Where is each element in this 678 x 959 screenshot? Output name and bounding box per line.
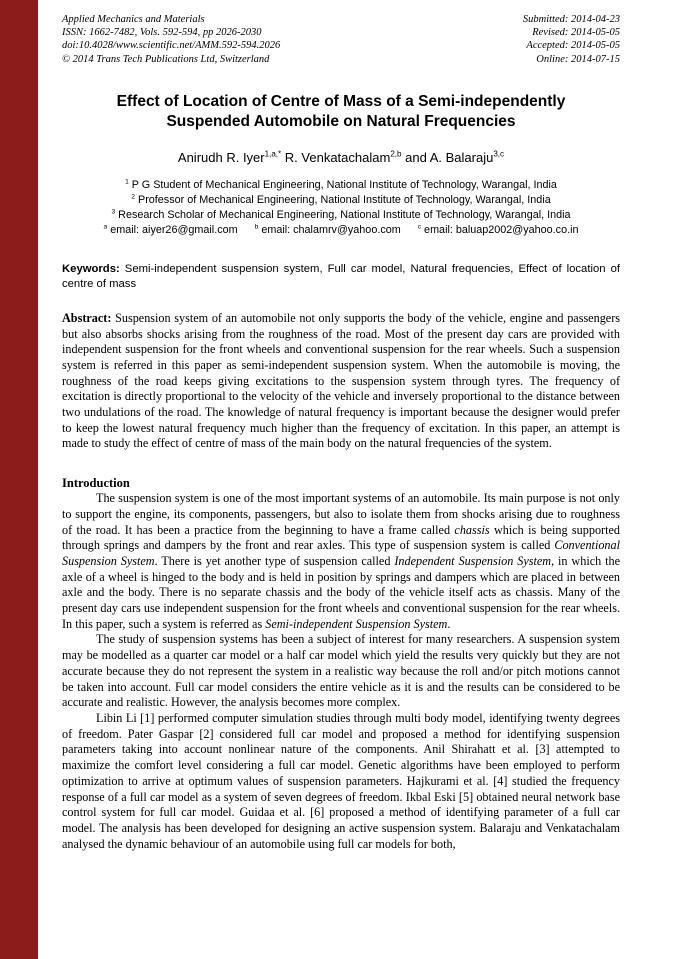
authors-line [62,149,620,166]
abstract-block [62,311,620,452]
email-superscript: c [417,223,422,231]
revised-date-line: Revised: 2014-05-05 [532,27,620,39]
author-name: A. Balaraju [429,149,494,165]
italic-term: Independent Suspension System [394,553,552,568]
email-item [104,223,238,238]
online-date-line: Online: 2014-07-15 [536,53,620,65]
submission-dates-block [523,13,620,66]
italic-term: chassis [454,522,490,537]
journal-doi-line: doi:10.4028/www.scientific.net/AMM.592-594.2026 [62,40,281,52]
affiliation-line [62,193,620,208]
affiliation-superscript: 1 [125,178,129,186]
email-text: email: chalamrv@yahoo.com [258,223,401,236]
abstract-label: Abstract: [62,310,112,325]
text-run: The suspension system is one of the most important systems of an automobile. Its main purpose is not only to support the engine, its components, passengers, but also to isolate them from shocks arising due to roughness of the road. It has been a practice from the beginning to have a frame called [62,491,620,537]
keywords-label: Keywords: [62,262,120,275]
text-run: , in which the axle of a wheel is hinged to the body and is held in position by springs and dampers which are placed in between axle and the body. There is no separate chassis and the body of the vehicle itself acts as chassis. Many of the present day cars use independent suspension for the front wheels and conventional suspension for the rear wheels. In this paper, such a system is referred as [62,553,621,631]
affiliation-line [62,208,620,223]
email-superscript: b [254,223,259,231]
email-text: email: aiyer26@gmail.com [107,223,238,236]
intro-paragraph-1 [62,491,620,632]
keywords-block [62,262,620,292]
affiliation-text: Professor of Mechanical Engineering, National Institute of Technology, Warangal, India [135,193,551,206]
page-left-red-strip [0,0,38,959]
author-name: R. Venkatachalam [284,149,391,165]
journal-info-block [62,13,280,66]
affiliation-superscript: 2 [131,193,135,201]
email-item [255,223,401,238]
journal-copyright-line: © 2014 Trans Tech Publications Ltd, Switzerland [62,53,270,65]
authors-conjunction: and [405,149,427,165]
email-text: email: baluap2002@yahoo.co.in [421,223,579,236]
submitted-date-line: Submitted: 2014-04-23 [522,14,620,25]
journal-header [62,13,620,66]
italic-term: Conventional Suspension System [62,538,620,568]
intro-paragraph-2: The study of suspension systems has been a subject of interest for many researchers. A suspension system may be modelled as a quarter car model or a half car model which yield the results very quickly but they are not accurate because they do not represent the system in a realistic way because the roll and/or pitch motions cannot be taken into account. Full car model considers the entire vehicle as it is and the results can be considered to be accurate and realistic. However, the analysis becomes more complex. [62,632,620,710]
affiliation-line [62,178,620,193]
emails-line [62,223,620,238]
italic-term: Semi-independent Suspension System [265,616,448,631]
author-name: Anirudh R. Iyer [177,149,265,165]
intro-paragraph-3: Libin Li [1] performed computer simulation studies through multi body model, identifying twenty degrees of freedom. Pater Gaspar [2] considered full car model and proposed a method for identifying suspension parameters taking into account nonlinear nature of the components. Anil Shirahatt et al. [3] attempted to maximize the comfort level considering a full car model. Genetic algorithms have been employed to perform optimization to arrive at optimum values of suspension parameters. Hajkurami et al. [4] studied the frequency response of a full car model as a system of seven degrees of freedom. Ikbal Eski [5] obtained neural network base control system for full car model. Guidaa et al. [6] proposed a method of identifying parameter of a full car model. The analysis has been developed for designing an active suspension system. Balaraju and Venkatachalam analysed the dynamic behaviour of an automobile using full car models for both, [62,710,620,851]
text-run: . There is yet another type of suspension called [154,553,395,568]
text-run: . [447,616,451,631]
email-item [418,223,579,238]
journal-issn-line: ISSN: 1662-7482, Vols. 592-594, pp 2026-2030 [62,27,262,39]
author-superscript: 3,c [493,149,505,159]
author-superscript: 1,a,* [264,149,282,159]
abstract-text: Suspension system of an automobile not only supports the body of the vehicle, engine and passengers but also absorbs shocks arising from the roughness of the road. Most of the present day cars are provided with independent suspension for the front wheels and conventional suspension for the rear wheels. Such a suspension system is referred in this paper as semi-independent suspension system. When the automobile is moving, the roughness of the road keeps giving excitations to the suspension system through tyres. The frequency of excitation is directly proportional to the velocity of the vehicle and inversely proportional to the distance between two undulations of the road. The knowledge of natural frequency is important because the designer would prefer to keep the lowest natural frequency much higher than the frequency of excitation. In this paper, an attempt is made to study the effect of centre of mass of the main body on the natural frequencies of the system. [62,310,620,451]
section-heading-introduction: Introduction [62,476,130,491]
author-superscript: 2,b [390,149,402,159]
affiliations-block [62,178,620,223]
affiliation-text: Research Scholar of Mechanical Engineering, National Institute of Technology, Warangal, India [115,208,571,221]
affiliation-text: P G Student of Mechanical Engineering, National Institute of Technology, Warangal, India [128,178,557,191]
journal-name: Applied Mechanics and Materials [62,14,205,25]
affiliation-superscript: 3 [111,208,116,216]
text-run: which is being supported through springs and dampers by the front and rear axles. This type of suspension system is called [62,522,620,553]
page-content [38,0,678,959]
accepted-date-line: Accepted: 2014-05-05 [526,40,620,52]
keywords-text: Semi-independent suspension system, Full car model, Natural frequencies, Effect of location of centre of mass [62,262,620,290]
email-superscript: a [103,223,108,231]
paper-title: Effect of Location of Centre of Mass of a Semi-independently Suspended Automobile on Natural Frequencies [116,92,566,130]
